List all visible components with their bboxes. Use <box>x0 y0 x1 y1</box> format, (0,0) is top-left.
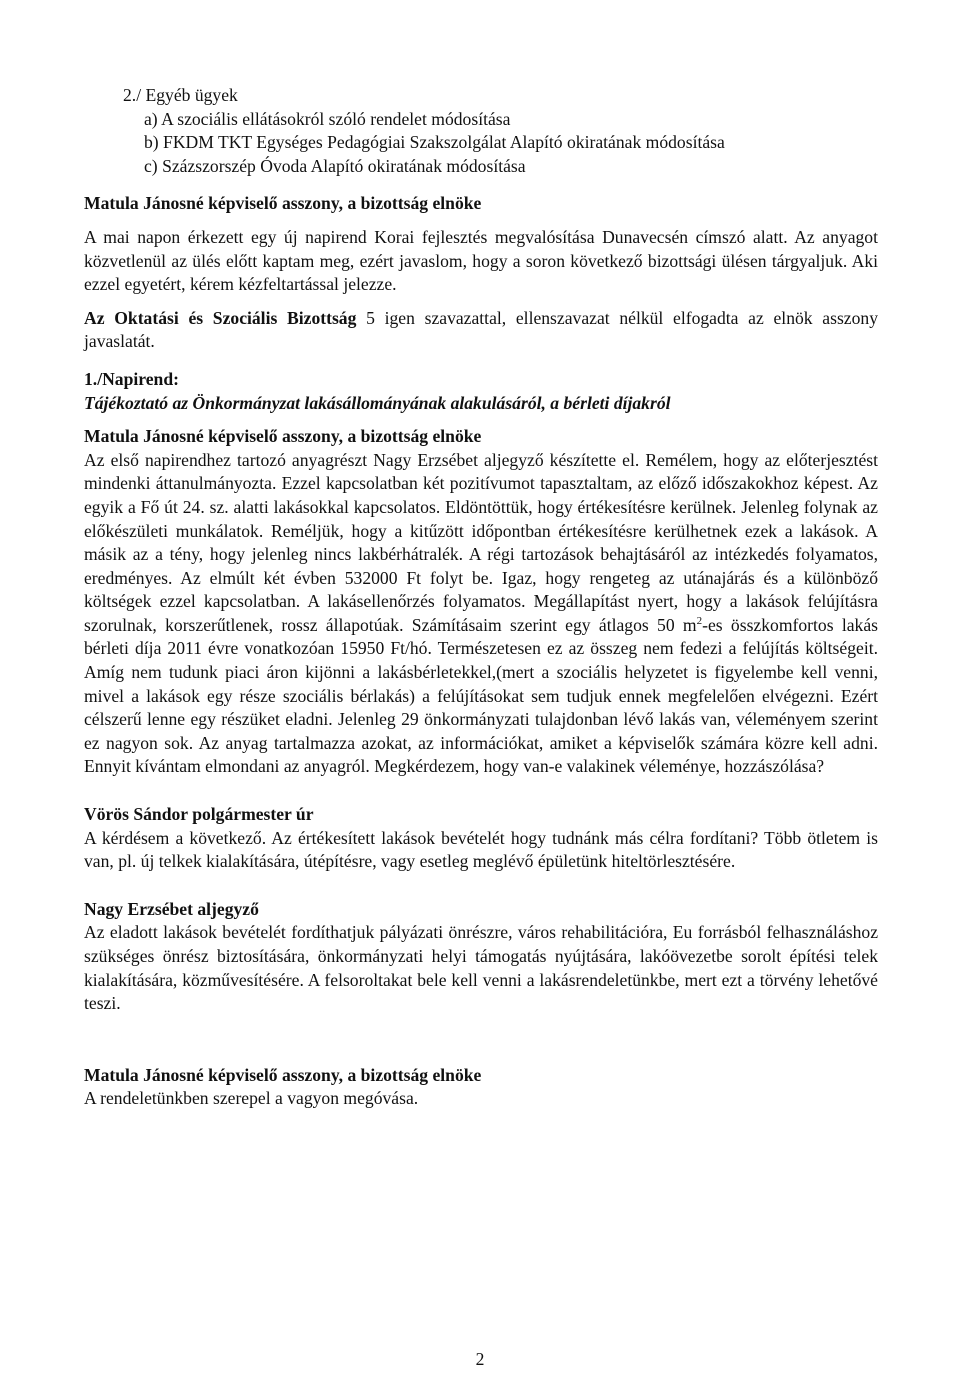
speech-text: A rendeletünkben szerepel a vagyon megóvása. <box>84 1088 419 1109</box>
napirend-title: Tájékoztató az Önkormányzat lakásállományának alakulásáról, a bérleti díjakról <box>84 392 671 413</box>
speech-text: Az eladott lakások bevételét fordíthatjuk pályázati önrészre, város rehabilitációra, Eu forrásból felhasználáshoz szükséges önrész biztosítására, önkormányzati helyi támogatás nyújtására, lakóövezetbe sorolt építési telek kialakítására, közművesítésére. A felsoroltakat bele kell venni a lakásrendeletünkbe, mert ezt a törvény lehetővé teszi. <box>84 922 878 1014</box>
napirend-label: 1./Napirend: <box>84 368 179 389</box>
superscript-two: 2 <box>696 615 703 628</box>
document-page <box>84 84 878 1111</box>
speaker-name: Vörös Sándor polgármester úr <box>84 804 314 825</box>
speech-text-part: Az első napirendhez tartozó anyagrészt Nagy Erzsébet aljegyző készítette el. Remélem, hogy az előterjesztést mindenki áttanulmányozta. Ezzel kapcsolatban két pozitívumot tapasztaltam, az előző időszakokhoz képest. Az egyik a Fő út 24. sz. alatti lakásokkal kapcsolatos. Eldöntöttük, hogy értékesítésre kerülnek. Jelenleg folynak az előkészületi munkálatok. Reméljük, hogy a kitűzött időpontban értékesítésre kerülhetnek ezek a lakások. A másik az a tény, hogy jelenleg nincs lakbérhátralék. A régi tartozások behajtásáról az intézkedés folyamatos, eredményes. Az elmúlt két évben 532000 Ft folyt be. Igaz, hogy rengeteg az utánajárás és a különböző költségek ezzel kapcsolatban. A lakásellenőrzés folyamatos. Megállapítást nyert, hogy a lakások felújításra szorulnak, korszerűtlenek, rossz állapotúak. Számításaim szerint egy átlagos 50 m <box>84 449 878 635</box>
speech-text: A kérdésem a következő. Az értékesített lakások bevételét hogy tudnánk más célra fordítani? Több ötletem is van, pl. új telkek kialakítására, útépítésre, vagy esetleg meglévő épületünk hiteltörlesztésére. <box>84 827 878 872</box>
speaker-name: Matula Jánosné képviselő asszony, a bizottság elnöke <box>84 426 482 447</box>
page-number: 2 <box>475 1349 485 1369</box>
committee-name: Az Oktatási és Szociális Bizottság <box>84 307 357 328</box>
agenda-item-a: a) A szociális ellátásokról szóló rendelet módosítása <box>144 108 511 129</box>
agenda-item-c: c) Százszorszép Óvoda Alapító okiratának módosítása <box>144 155 526 176</box>
speech-text-part: -es összkomfortos lakás bérleti díja 2011 évre vonatkozóan 15950 Ft/hó. Természetesen ez az összeg nem fedezi a felújítás költségeit. Amíg nem tudunk piaci áron kijönni a lakásbérletekkel,(mert a szociális helyzetet is figyelembe kell venni, mivel a lakások egy része szociális bérlakás) a felújításokat sem tudjuk ennek megfelelően elvégezni. Ezért célszerű lenne egy részüket eladni. Jelenleg 29 önkormányzati tulajdonban lévő lakás van, véleményem szerint ez nagyon sok. Az anyag tartalmazza azokat, az információkat, amiket a képviselők számára közre kell adni. Ennyit kívántam elmondani az anyagról. Megkérdezem, hogy van-e valakinek véleménye, hozzászólása? <box>84 614 878 777</box>
vote-text: 5 igen szavazattal, ellenszavazat nélkül elfogadta az elnök asszony javaslatát. <box>84 307 878 352</box>
agenda-item-b: b) FKDM TKT Egységes Pedagógiai Szakszolgálat Alapító okiratának módosítása <box>144 132 725 153</box>
agenda-heading: 2./ Egyéb ügyek <box>123 85 238 105</box>
speaker-name: Nagy Erzsébet aljegyző <box>84 898 259 919</box>
speaker-name: Matula Jánosné képviselő asszony, a bizottság elnöke <box>84 1064 482 1085</box>
vote-result <box>84 307 878 354</box>
speech-text <box>84 449 878 779</box>
speech-text: A mai napon érkezett egy új napirend Korai fejlesztés megvalósítása Dunavecsén címszó alatt. Az anyagot közvetlenül az ülés előtt kaptam meg, ezért javaslom, hogy a soron következő bizottsági ülésen tárgyaljuk. Aki ezzel egyetért, kérem kézfeltartással jelezze. <box>84 226 878 295</box>
speaker-name: Matula Jánosné képviselő asszony, a bizottság elnöke <box>84 193 482 214</box>
